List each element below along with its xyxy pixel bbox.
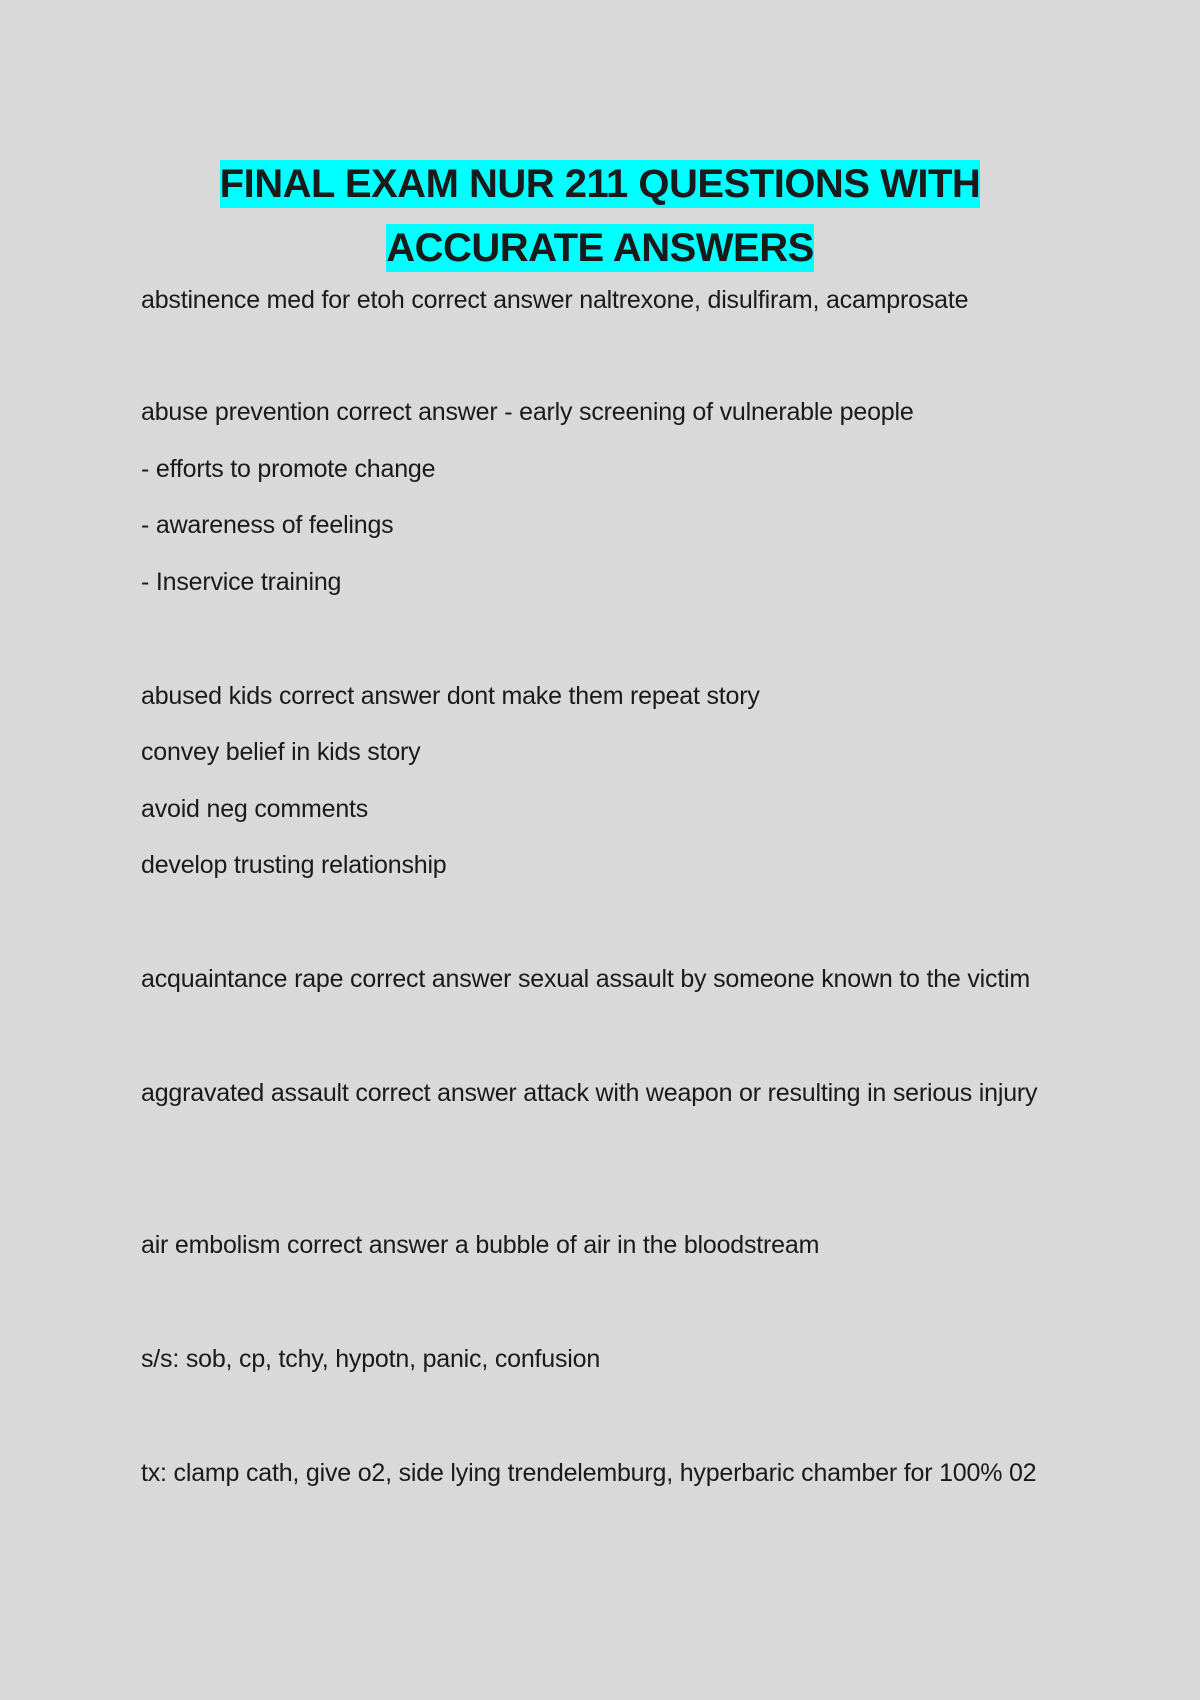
text-line: develop trusting relationship [141, 851, 447, 879]
text-line: - Inservice training [141, 568, 342, 596]
text-line: air embolism correct answer a bubble of air in the bloodstream [141, 1231, 820, 1259]
text-line: aggravated assault correct answer attack with weapon or resulting in serious injury [141, 1079, 1038, 1107]
text-line: avoid neg comments [141, 795, 369, 823]
text-line: s/s: sob, cp, tchy, hypotn, panic, confusion [141, 1345, 601, 1373]
text-line: - awareness of feelings [141, 511, 394, 539]
text-line: abstinence med for etoh correct answer naltrexone, disulfiram, acamprosate [141, 286, 969, 314]
text-line: convey belief in kids story [141, 738, 421, 766]
document-title [0, 152, 1200, 280]
text-line: abused kids correct answer dont make them repeat story [141, 682, 760, 710]
text-line: abuse prevention correct answer - early screening of vulnerable people [141, 398, 914, 426]
text-line: - efforts to promote change [141, 455, 436, 483]
text-line: tx: clamp cath, give o2, side lying trendelemburg, hyperbaric chamber for 100% 02 [141, 1459, 1037, 1487]
title-line-1: FINAL EXAM NUR 211 QUESTIONS WITH [219, 162, 981, 206]
text-line: acquaintance rape correct answer sexual assault by someone known to the victim [141, 965, 1031, 993]
title-line-2: ACCURATE ANSWERS [386, 226, 814, 270]
